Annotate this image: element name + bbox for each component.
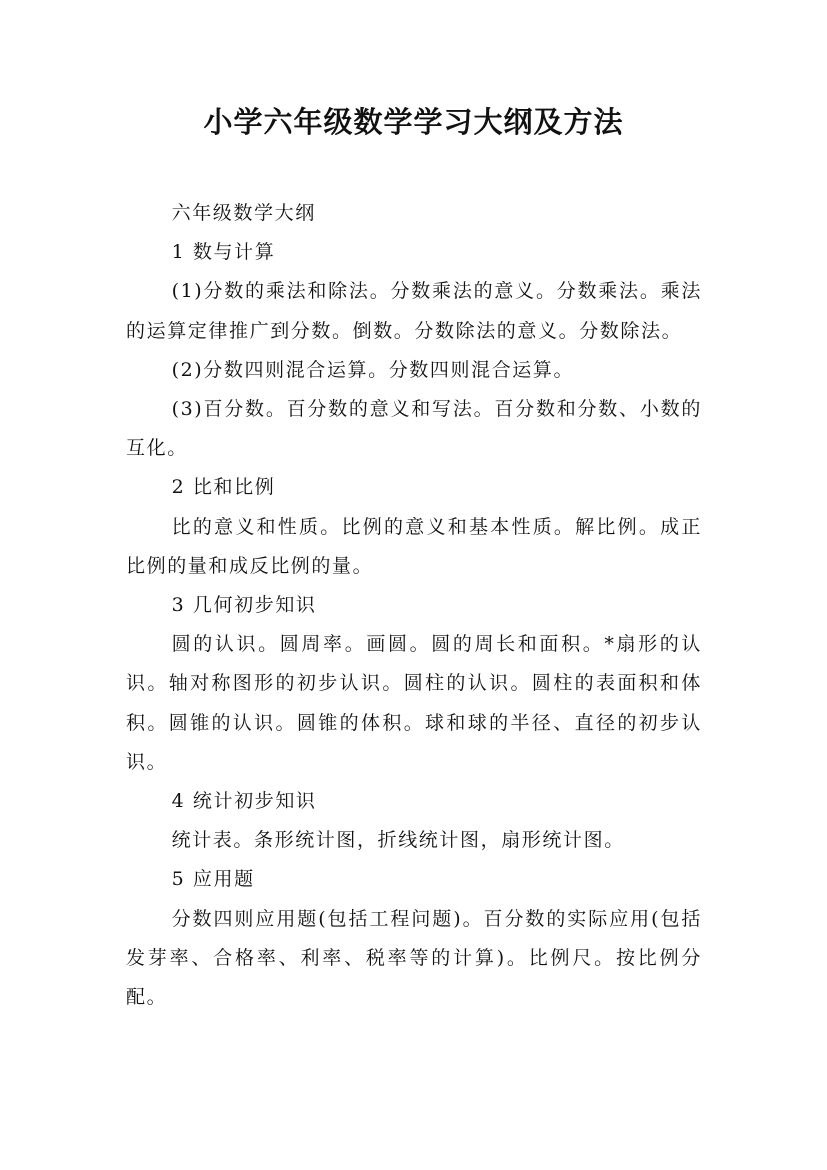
section-heading-word-problems: 5 应用题 (171, 868, 255, 891)
document-title: 小学六年级数学学习大纲及方法 (203, 105, 624, 139)
paragraph-statistics: 统计表。条形统计图，折线统计图，扇形统计图。 (171, 829, 625, 852)
paragraph-word-problems: 分数四则应用题(包括工程问题)。百分数的实际应用(包括发芽率、合格率、利率、税率等的计算)。比例尺。按比例分配。 (126, 907, 702, 1009)
section-heading-ratio-proportion: 2 比和比例 (171, 476, 276, 499)
paragraph-ratio-proportion: 比的意义和性质。比例的意义和基本性质。解比例。成正比例的量和成反比例的量。 (126, 515, 702, 577)
paragraph-percentages: (3)百分数。百分数的意义和写法。百分数和分数、小数的互化。 (126, 398, 702, 460)
paragraph-fraction-mixed-operations: (2)分数四则混合运算。分数四则混合运算。 (171, 358, 575, 381)
section-heading-number-calculation: 1 数与计算 (171, 241, 276, 264)
section-heading-statistics: 4 统计初步知识 (171, 790, 317, 813)
section-heading-outline: 六年级数学大纲 (171, 202, 316, 224)
section-heading-geometry: 3 几何初步知识 (171, 594, 317, 617)
document-body (126, 194, 702, 1017)
paragraph-fraction-multiplication-division: (1)分数的乘法和除法。分数乘法的意义。分数乘法。乘法的运算定律推广到分数。倒数。分数除法的意义。分数除法。 (126, 280, 702, 342)
paragraph-geometry: 圆的认识。圆周率。画圆。圆的周长和面积。*扇形的认识。轴对称图形的初步认识。圆柱的认识。圆柱的表面积和体积。圆锥的认识。圆锥的体积。球和球的半径、直径的初步认识。 (126, 633, 702, 773)
